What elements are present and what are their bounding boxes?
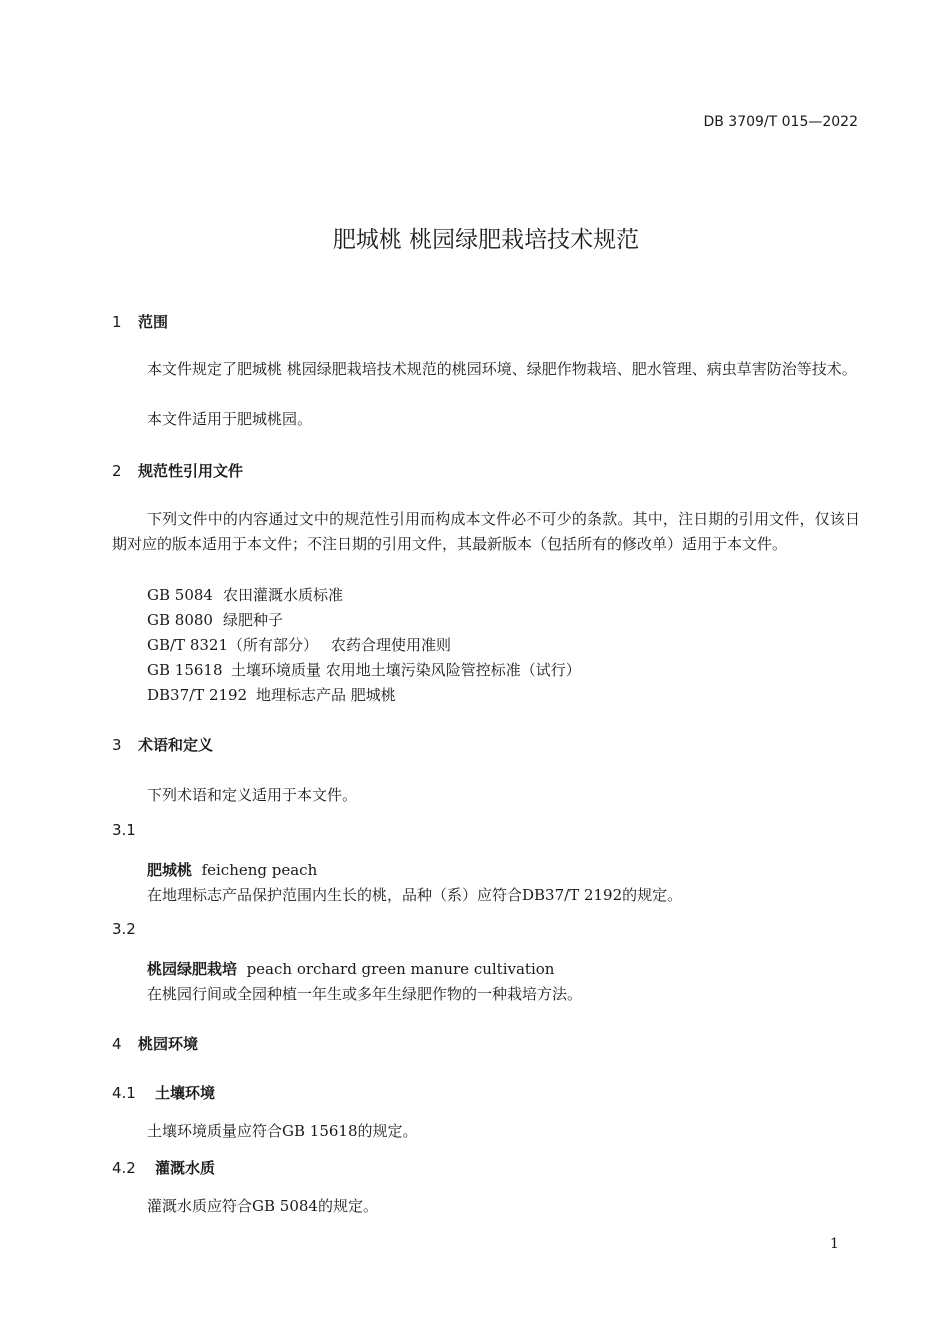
section-1-heading xyxy=(112,311,168,332)
reference-code: GB 5084 xyxy=(147,586,213,604)
section-3-heading xyxy=(112,734,213,755)
section-title: 术语和定义 xyxy=(138,736,214,754)
section-1-paragraph-2: 本文件适用于肥城桃园。 xyxy=(147,410,313,428)
reference-name: 农药合理使用准则 xyxy=(331,636,452,654)
reference-code: GB/T 8321（所有部分） xyxy=(147,636,319,654)
term-english: peach orchard green manure cultivation xyxy=(246,960,555,978)
reference-code: DB37/T 2192 xyxy=(147,686,248,704)
section-title: 桃园环境 xyxy=(138,1035,199,1053)
reference-name: 绿肥种子 xyxy=(223,611,284,629)
reference-item xyxy=(147,609,283,630)
term-chinese: 桃园绿肥栽培 xyxy=(147,960,238,978)
reference-item xyxy=(147,659,581,680)
subsection-4-1-text: 土壤环境质量应符合GB 15618的规定。 xyxy=(147,1122,418,1140)
subsection-4-1-heading xyxy=(112,1082,215,1103)
subsection-title: 土壤环境 xyxy=(155,1084,216,1102)
section-3-intro: 下列术语和定义适用于本文件。 xyxy=(147,786,358,804)
section-4-heading xyxy=(112,1033,198,1054)
subsection-4-2-text: 灌溉水质应符合GB 5084的规定。 xyxy=(147,1197,378,1215)
reference-item xyxy=(147,584,343,605)
subsection-4-2-heading xyxy=(112,1157,215,1178)
reference-item xyxy=(147,634,451,655)
term-definition: 在桃园行间或全园种植一年生或多年生绿肥作物的一种栽培方法。 xyxy=(147,985,583,1003)
reference-name: 土壤环境质量 农用地土壤污染风险管控标准（试行） xyxy=(231,661,581,679)
section-title: 规范性引用文件 xyxy=(138,462,244,480)
section-number: 4 xyxy=(112,1035,122,1053)
reference-name: 农田灌溉水质标准 xyxy=(223,586,344,604)
section-number: 1 xyxy=(112,313,122,331)
term-number: 3.1 xyxy=(112,821,136,839)
subsection-number: 4.2 xyxy=(112,1159,136,1177)
section-2-intro: 下列文件中的内容通过文中的规范性引用而构成本文件必不可少的条款。其中，注日期的引用文件，仅该日期对应的版本适用于本文件；不注日期的引用文件，其最新版本（包括所有的修改单）适用于本文件。 xyxy=(112,510,860,553)
reference-name: 地理标志产品 肥城桃 xyxy=(256,686,396,704)
term-entry xyxy=(147,958,554,979)
reference-code: GB 8080 xyxy=(147,611,213,629)
term-entry xyxy=(147,859,317,880)
term-definition: 在地理标志产品保护范围内生长的桃，品种（系）应符合DB37/T 2192的规定。 xyxy=(147,886,683,904)
term-number: 3.2 xyxy=(112,920,136,938)
section-title: 范围 xyxy=(138,313,169,331)
page-number: 1 xyxy=(830,1236,839,1252)
subsection-number: 4.1 xyxy=(112,1084,136,1102)
section-number: 2 xyxy=(112,462,122,480)
reference-item xyxy=(147,684,396,705)
section-2-heading xyxy=(112,460,243,481)
reference-code: GB 15618 xyxy=(147,661,223,679)
section-1-paragraph-1: 本文件规定了肥城桃 桃园绿肥栽培技术规范的桃园环境、绿肥作物栽培、肥水管理、病虫草害防治等技术。 xyxy=(147,360,857,378)
term-chinese: 肥城桃 xyxy=(147,861,193,879)
section-number: 3 xyxy=(112,736,122,754)
document-title: 肥城桃 桃园绿肥栽培技术规范 xyxy=(332,227,640,253)
standard-number: DB 3709/T 015—2022 xyxy=(703,114,858,130)
term-english: feicheng peach xyxy=(201,861,318,879)
subsection-title: 灌溉水质 xyxy=(155,1159,216,1177)
